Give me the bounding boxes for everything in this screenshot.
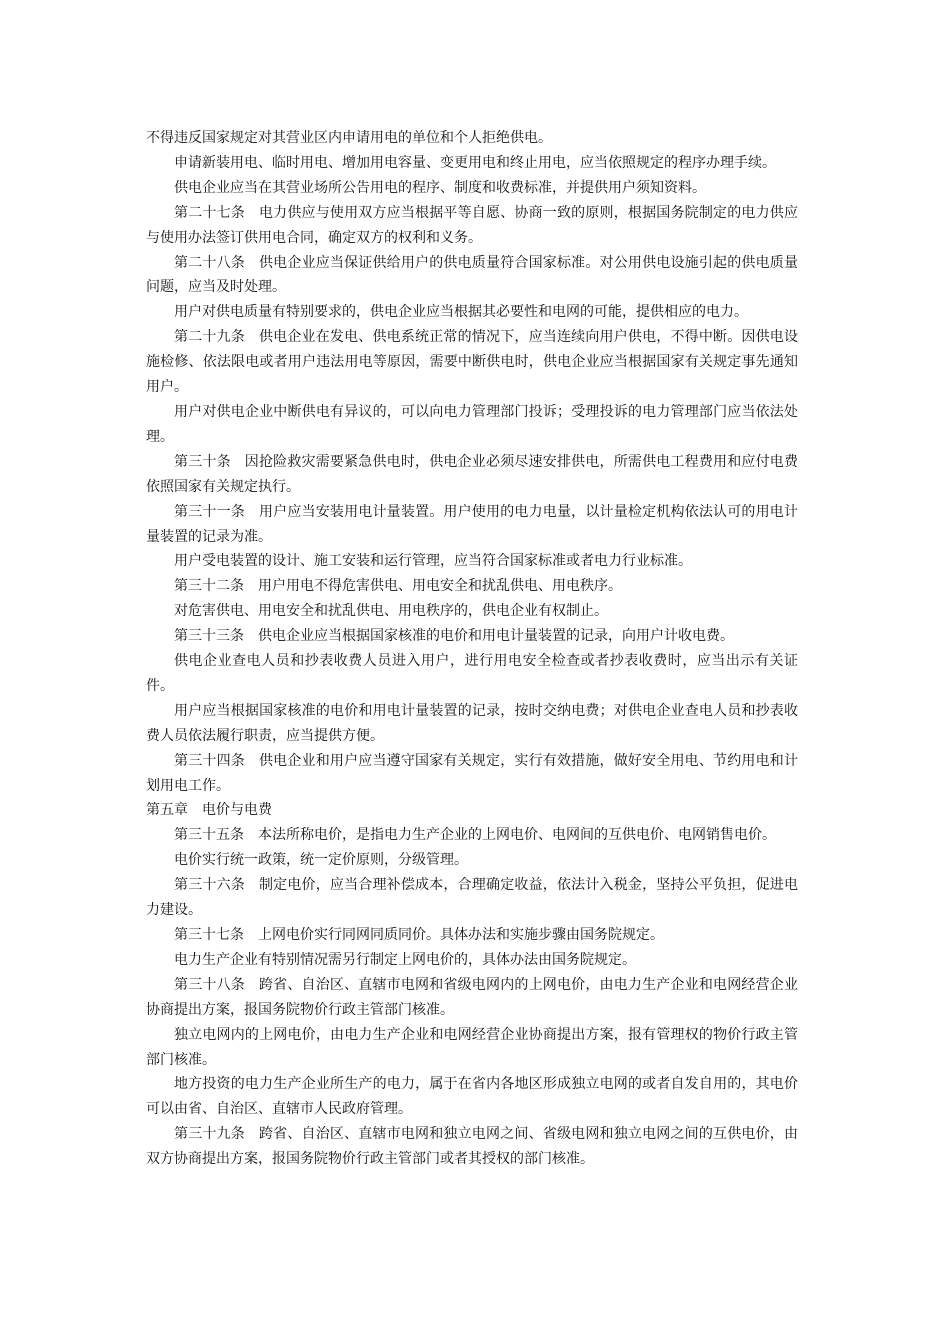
article-number: 第三十五条 xyxy=(174,827,244,844)
paragraph-text: 跨省、自治区、直辖市电网和独立电网之间、省级电网和独立电网之间的互供电价，由双方协商提出方案，报国务院物价行政主管部门或者其授权的部门核准。 xyxy=(146,1126,798,1168)
paragraph-text: 供电企业查电人员和抄表收费人员进入用户，进行用电安全检查或者抄表收费时，应当出示有关证件。 xyxy=(146,653,798,694)
paragraph-text: 供电企业应当在其营业场所公告用电的程序、制度和收费标准，并提供用户须知资料。 xyxy=(174,179,706,196)
document-page xyxy=(146,126,798,1172)
article-number: 第三十四条 xyxy=(174,752,245,769)
paragraph-text: 本法所称电价，是指电力生产企业的上网电价、电网间的互供电价、电网销售电价。 xyxy=(258,827,776,844)
article-number: 第三十二条 xyxy=(174,578,244,595)
paragraph xyxy=(146,848,798,873)
paragraph xyxy=(146,699,798,749)
paragraph-text: 用户应当根据国家核准的电价和用电计量装置的记录，按时交纳电费；对供电企业查电人员和抄表收费人员依法履行职责，应当提供方便。 xyxy=(146,702,798,744)
paragraph xyxy=(146,973,798,1023)
paragraph-text: 独立电网内的上网电价，由电力生产企业和电网经营企业协商提出方案，报有管理权的物价行政主管部门核准。 xyxy=(146,1026,798,1068)
paragraph-text: 因抢险救灾需要紧急供电时，供电企业必须尽速安排供电，所需供电工程费用和应付电费依照国家有关规定执行。 xyxy=(146,453,799,495)
paragraph xyxy=(146,599,798,624)
article-number: 第三十一条 xyxy=(174,503,245,520)
paragraph xyxy=(146,948,798,973)
article-number: 第三十三条 xyxy=(174,628,244,645)
paragraph-text: 供电企业应当根据国家核准的电价和用电计量装置的记录，向用户计收电费。 xyxy=(258,628,734,645)
paragraph-text: 供电企业和用户应当遵守国家有关规定，实行有效措施，做好安全用电、节约用电和计划用电工作。 xyxy=(146,752,798,794)
article-number: 第三十六条 xyxy=(174,877,245,894)
paragraph xyxy=(146,201,798,251)
paragraph-text: 上网电价实行同网同质同价。具体办法和实施步骤由国务院规定。 xyxy=(258,927,664,943)
paragraph-text: 用户用电不得危害供电、用电安全和扰乱供电、用电秩序。 xyxy=(258,578,622,595)
paragraph-text: 供电企业应当保证供给用户的供电质量符合国家标准。对公用供电设施引起的供电质量问题，应当及时处理。 xyxy=(146,254,798,296)
paragraph xyxy=(146,450,798,500)
paragraph-text: 电力供应与使用双方应当根据平等自愿、协商一致的原则，根据国务院制定的电力供应与使用办法签订供用电合同，确定双方的权利和义务。 xyxy=(146,204,798,246)
article-number: 第三十七条 xyxy=(174,927,244,943)
chapter-title: 电价与电费 xyxy=(202,802,272,819)
paragraph xyxy=(146,574,798,599)
paragraph xyxy=(146,649,798,699)
paragraph xyxy=(146,1122,798,1172)
chapter-heading xyxy=(146,798,798,823)
paragraph-text: 用户应当安装用电计量装置。用户使用的电力电量，以计量检定机构依法认可的用电计量装置的记录为准。 xyxy=(146,503,798,545)
paragraph xyxy=(146,176,798,201)
article-number: 第二十七条 xyxy=(174,204,245,221)
paragraph xyxy=(146,873,798,923)
paragraph xyxy=(146,251,798,301)
paragraph xyxy=(146,624,798,649)
chapter-number: 第五章 xyxy=(146,802,188,819)
paragraph-text: 不得违反国家规定对其营业区内申请用电的单位和个人拒绝供电。 xyxy=(146,130,552,146)
paragraph-text: 用户对供电企业中断供电有异议的，可以向电力管理部门投诉；受理投诉的电力管理部门应当依法处理。 xyxy=(146,403,798,445)
paragraph xyxy=(146,1023,798,1073)
paragraph-text: 供电企业在发电、供电系统正常的情况下，应当连续向用户供电，不得中断。因供电设施检修、依法限电或者用户违法用电等原因，需要中断供电时，供电企业应当根据国家有关规定事先通知用户。 xyxy=(146,329,798,396)
paragraph xyxy=(146,1072,798,1122)
article-number: 第三十八条 xyxy=(174,976,245,993)
article-number: 第三十九条 xyxy=(174,1126,245,1143)
paragraph xyxy=(146,300,798,325)
article-number: 第二十八条 xyxy=(174,254,245,271)
paragraph xyxy=(146,151,798,176)
paragraph xyxy=(146,923,798,948)
paragraph xyxy=(146,325,798,400)
paragraph-text: 对危害供电、用电安全和扰乱供电、用电秩序的，供电企业有权制止。 xyxy=(174,603,608,620)
paragraph xyxy=(146,549,798,574)
paragraph xyxy=(146,400,798,450)
paragraph-text: 申请新装用电、临时用电、增加用电容量、变更用电和终止用电，应当依照规定的程序办理手续。 xyxy=(174,154,776,171)
paragraph-text: 制定电价，应当合理补偿成本，合理确定收益，依法计入税金，坚持公平负担，促进电力建设。 xyxy=(146,877,798,919)
article-number: 第三十条 xyxy=(174,453,231,470)
paragraph xyxy=(146,126,798,151)
paragraph-text: 用户对供电质量有特别要求的，供电企业应当根据其必要性和电网的可能，提供相应的电力。 xyxy=(174,304,748,321)
paragraph-text: 电力生产企业有特别情况需另行制定上网电价的，具体办法由国务院规定。 xyxy=(174,951,636,968)
paragraph xyxy=(146,749,798,799)
article-number: 第二十九条 xyxy=(174,329,245,346)
paragraph-text: 地方投资的电力生产企业所生产的电力，属于在省内各地区形成独立电网的或者自发自用的，其电价可以由省、自治区、直辖市人民政府管理。 xyxy=(146,1076,798,1118)
paragraph xyxy=(146,500,798,550)
paragraph-text: 跨省、自治区、直辖市电网和省级电网内的上网电价，由电力生产企业和电网经营企业协商提出方案，报国务院物价行政主管部门核准。 xyxy=(146,976,798,1018)
paragraph-text: 用户受电装置的设计、施工安装和运行管理，应当符合国家标准或者电力行业标准。 xyxy=(174,553,692,570)
paragraph xyxy=(146,823,798,848)
paragraph-text: 电价实行统一政策，统一定价原则，分级管理。 xyxy=(174,852,468,869)
